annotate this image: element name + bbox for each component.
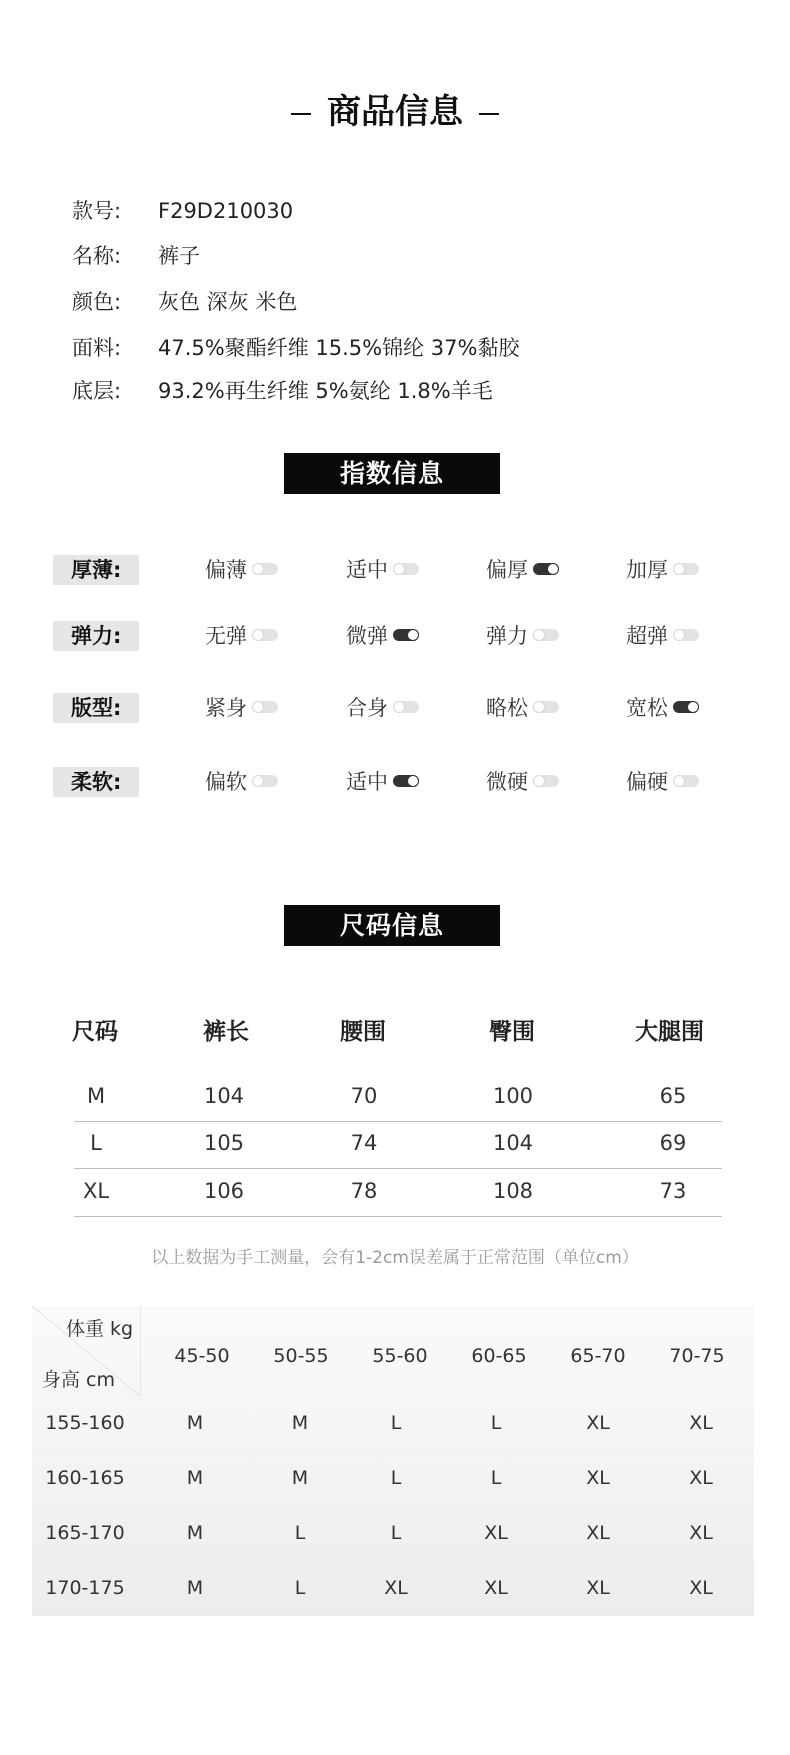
toggle-knob xyxy=(408,776,418,786)
index-option xyxy=(626,555,699,585)
size-table-cell: 78 xyxy=(350,1179,378,1203)
toggle-knob xyxy=(253,776,263,786)
weight-range-header: 55-60 xyxy=(372,1345,428,1367)
toggle-knob xyxy=(674,776,684,786)
corner-divider xyxy=(140,1306,141,1396)
recommended-size-cell: M xyxy=(186,1522,204,1544)
height-range-cell: 160-165 xyxy=(45,1467,125,1489)
toggle-knob xyxy=(394,564,404,574)
toggle-knob xyxy=(688,702,698,712)
toggle-knob xyxy=(534,776,544,786)
info-label: 颜色: xyxy=(72,290,122,314)
recommended-size-cell: M xyxy=(291,1412,309,1434)
size-header-cell: 腰围 xyxy=(340,1019,386,1045)
info-label: 底层: xyxy=(72,379,122,403)
option-label: 超弹 xyxy=(626,624,668,648)
size-table-cell: 104 xyxy=(492,1131,534,1155)
size-table-cell: 108 xyxy=(492,1179,534,1203)
title-dash-left xyxy=(291,113,311,115)
index-label: 厚薄: xyxy=(53,555,139,585)
recommended-size-cell: XL xyxy=(586,1577,610,1599)
size-table-cell: 104 xyxy=(203,1084,245,1108)
toggle-switch-icon xyxy=(673,775,699,787)
size-table-cell: 69 xyxy=(659,1131,687,1155)
table-row-divider xyxy=(74,1216,722,1217)
option-label: 适中 xyxy=(346,770,388,794)
size-table-cell: 74 xyxy=(350,1131,378,1155)
index-option xyxy=(205,621,278,651)
toggle-switch-icon xyxy=(393,563,419,575)
section-title-product xyxy=(0,84,790,133)
recommended-size-cell: XL xyxy=(586,1467,610,1489)
height-range-cell: 170-175 xyxy=(45,1577,125,1599)
option-label: 无弹 xyxy=(205,624,247,648)
info-label: 面料: xyxy=(72,336,122,360)
toggle-switch-icon xyxy=(393,629,419,641)
height-range-cell: 165-170 xyxy=(45,1522,125,1544)
recommended-size-cell: L xyxy=(294,1577,306,1599)
toggle-knob xyxy=(253,702,263,712)
toggle-switch-icon xyxy=(533,701,559,713)
height-range-cell: 155-160 xyxy=(45,1412,125,1434)
recommended-size-cell: L xyxy=(294,1522,306,1544)
option-label: 加厚 xyxy=(626,558,668,582)
info-value: 裤子 xyxy=(158,244,200,268)
option-label: 偏软 xyxy=(205,770,247,794)
index-option xyxy=(346,555,419,585)
toggle-switch-icon xyxy=(673,563,699,575)
option-label: 紧身 xyxy=(205,696,247,720)
table-row-divider xyxy=(74,1168,722,1169)
size-table-cell: 70 xyxy=(350,1084,378,1108)
info-row-fabric xyxy=(72,332,519,362)
product-title: 商品信息 xyxy=(327,92,463,132)
index-banner: 指数信息 xyxy=(284,453,500,494)
toggle-knob xyxy=(534,630,544,640)
size-table-cell: 100 xyxy=(492,1084,534,1108)
index-label: 版型: xyxy=(53,693,139,723)
recommended-size-cell: XL xyxy=(484,1522,508,1544)
recommended-size-cell: M xyxy=(186,1412,204,1434)
info-label: 款号: xyxy=(72,199,122,223)
weight-axis-label: 体重 kg xyxy=(66,1318,134,1340)
option-label: 弹力 xyxy=(486,624,528,648)
index-option xyxy=(486,693,559,723)
toggle-switch-icon xyxy=(393,701,419,713)
recommended-size-cell: L xyxy=(390,1467,402,1489)
index-option xyxy=(205,693,278,723)
recommended-size-cell: XL xyxy=(484,1577,508,1599)
index-option xyxy=(205,555,278,585)
toggle-switch-icon xyxy=(252,629,278,641)
toggle-switch-icon xyxy=(252,775,278,787)
info-value: F29D210030 xyxy=(158,199,294,223)
toggle-switch-icon xyxy=(533,775,559,787)
recommended-size-cell: XL xyxy=(689,1577,713,1599)
option-label: 宽松 xyxy=(626,696,668,720)
info-row-color xyxy=(72,286,297,316)
info-value: 47.5%聚酯纤维 15.5%锦纶 37%黏胶 xyxy=(158,336,520,360)
index-option xyxy=(626,693,699,723)
info-value: 灰色 深灰 米色 xyxy=(158,290,298,314)
info-row-style-no xyxy=(72,195,293,225)
size-table-cell: 65 xyxy=(659,1084,687,1108)
toggle-knob xyxy=(534,702,544,712)
option-label: 适中 xyxy=(346,558,388,582)
recommended-size-cell: M xyxy=(291,1467,309,1489)
info-row-lining xyxy=(72,375,493,405)
recommended-size-cell: XL xyxy=(689,1522,713,1544)
table-row-divider xyxy=(74,1121,722,1122)
recommended-size-cell: XL xyxy=(689,1412,713,1434)
index-option xyxy=(626,767,699,797)
size-header-cell: 尺码 xyxy=(72,1019,118,1045)
weight-range-header: 60-65 xyxy=(471,1345,527,1367)
recommended-size-cell: L xyxy=(490,1467,502,1489)
recommended-size-cell: XL xyxy=(586,1412,610,1434)
toggle-switch-icon xyxy=(533,563,559,575)
size-table-cell: L xyxy=(90,1131,102,1155)
height-axis-label: 身高 cm xyxy=(42,1369,115,1391)
recommended-size-cell: L xyxy=(390,1522,402,1544)
index-option xyxy=(346,693,419,723)
info-row-name xyxy=(72,240,200,270)
weight-range-header: 45-50 xyxy=(174,1345,230,1367)
size-header-cell: 大腿围 xyxy=(635,1019,704,1045)
recommended-size-cell: XL xyxy=(384,1577,408,1599)
recommend-row-divider xyxy=(32,1564,754,1565)
index-label: 弹力: xyxy=(53,621,139,651)
toggle-knob xyxy=(408,630,418,640)
title-dash-right xyxy=(479,113,499,115)
size-header-cell: 臀围 xyxy=(489,1019,535,1045)
size-table-cell: 106 xyxy=(203,1179,245,1203)
index-option xyxy=(346,767,419,797)
option-label: 偏薄 xyxy=(205,558,247,582)
size-banner: 尺码信息 xyxy=(284,905,500,946)
recommended-size-cell: M xyxy=(186,1467,204,1489)
measurement-note: 以上数据为手工测量，会有1-2cm误差属于正常范围（单位cm） xyxy=(151,1248,639,1268)
recommended-size-cell: M xyxy=(186,1577,204,1599)
index-option xyxy=(486,555,559,585)
recommended-size-cell: L xyxy=(490,1412,502,1434)
toggle-switch-icon xyxy=(533,629,559,641)
size-header-cell: 裤长 xyxy=(203,1019,249,1045)
toggle-knob xyxy=(253,564,263,574)
size-table-cell: XL xyxy=(82,1179,110,1203)
index-option xyxy=(205,767,278,797)
index-option xyxy=(626,621,699,651)
weight-range-header: 70-75 xyxy=(669,1345,725,1367)
toggle-switch-icon xyxy=(673,701,699,713)
toggle-switch-icon xyxy=(252,563,278,575)
index-option xyxy=(486,621,559,651)
option-label: 合身 xyxy=(346,696,388,720)
size-table-cell: 105 xyxy=(203,1131,245,1155)
recommend-row-divider xyxy=(32,1454,754,1455)
recommended-size-cell: XL xyxy=(586,1522,610,1544)
recommend-row-divider xyxy=(32,1509,754,1510)
weight-range-header: 65-70 xyxy=(570,1345,626,1367)
weight-range-header: 50-55 xyxy=(273,1345,329,1367)
index-option xyxy=(346,621,419,651)
option-label: 略松 xyxy=(486,696,528,720)
toggle-knob xyxy=(394,702,404,712)
toggle-switch-icon xyxy=(252,701,278,713)
option-label: 偏硬 xyxy=(626,770,668,794)
option-label: 微硬 xyxy=(486,770,528,794)
info-value: 93.2%再生纤维 5%氨纶 1.8%羊毛 xyxy=(158,379,493,403)
toggle-knob xyxy=(674,630,684,640)
info-label: 名称: xyxy=(72,244,122,268)
index-option xyxy=(486,767,559,797)
size-table-cell: 73 xyxy=(659,1179,687,1203)
size-table-cell: M xyxy=(86,1084,106,1108)
option-label: 偏厚 xyxy=(486,558,528,582)
toggle-knob xyxy=(674,564,684,574)
toggle-knob xyxy=(253,630,263,640)
toggle-knob xyxy=(548,564,558,574)
toggle-switch-icon xyxy=(673,629,699,641)
option-label: 微弹 xyxy=(346,624,388,648)
index-label: 柔软: xyxy=(53,767,139,797)
recommended-size-cell: L xyxy=(390,1412,402,1434)
recommended-size-cell: XL xyxy=(689,1467,713,1489)
toggle-switch-icon xyxy=(393,775,419,787)
